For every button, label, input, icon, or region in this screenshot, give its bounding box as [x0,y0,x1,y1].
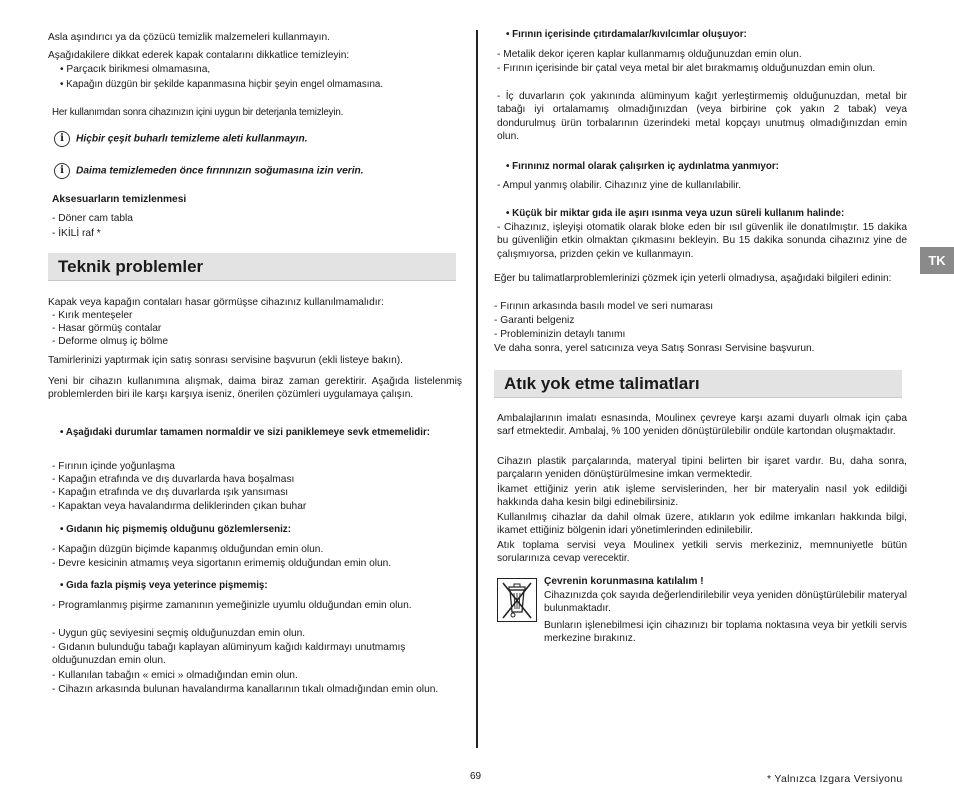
list-item: - Garanti belgeniz [494,315,575,326]
list-item: - Probleminizin detaylı tanımı [494,329,626,340]
section-heading: Atık yok etme talimatları [494,370,902,398]
section-subtitle: • Fırının içerisinde çıtırdamalar/kıvılcımlar oluşuyor: [506,29,747,40]
paragraph: Yeni bir cihazın kullanımına alışmak, daima biraz zaman gerektirir. Aşağıda listelenmiş problemlerden biri ile karşı karşıya iseniz, önerilen çözümleri uygulamaya çalışın. [48,376,462,401]
paragraph: İkamet ettiğiniz yerin atık işleme servislerinden, her bir materyalin nasıl yok edildiği hakkında daha kesin bilgi edinebilirsiniz. [497,484,907,509]
list-item: - Programlanmış pişirme zamanının yemeğinizle uyumlu olduğundan emin olun. [52,600,412,611]
info-icon: i [54,163,70,179]
list-item: - Döner cam tabla [52,213,133,224]
section-subtitle: • Aşağıdaki durumlar tamamen normaldir ve sizi paniklemeye sevk etmemelidir: [60,427,431,438]
safety-note: i Hiçbir çeşit buharlı temizleme aleti kullanmayın. [54,131,464,147]
paragraph: Her kullanımdan sonra cihazınızın içini uygun bir deterjanla temizleyin. [52,107,344,118]
section-subtitle: Aksesuarların temizlenmesi [52,194,187,205]
list-item: - Kapaktan veya havalandırma deliklerinden çıkan buhar [52,501,307,512]
section-subtitle: • Gıda fazla pişmiş veya yeterince pişmemiş: [60,580,268,591]
list-item: - Ampul yanmış olabilir. Cihazınız yine de kullanılabilir. [497,180,742,191]
language-tab: TK [920,247,954,274]
list-item: - Kullanılan tabağın « emici » olmadığından emin olun. [52,670,298,681]
paragraph: Atık toplama servisi veya Moulinex yetkili servis merkeziniz, memnuniyetle bütün sorularınıza cevap verecektir. [497,540,907,565]
list-item: - Cihazın arkasında bulunan havalandırma kanallarının tıkalı olmadığından emin olun. [52,684,439,695]
info-icon: i [54,131,70,147]
section-subtitle: Çevrenin korunmasına katılalım ! [544,576,704,587]
list-item: - Fırının içerisinde bir çatal veya metal bir alet bırakmamış olduğunuzdan emin olun. [497,63,876,74]
section-subtitle: • Küçük bir miktar gıda ile aşırı ısınma veya uzun süreli kullanım halinde: [506,208,845,219]
paragraph: Kapak veya kapağın contaları hasar görmüşse cihazınız kullanılmamalıdır: [48,297,384,308]
list-item: - Kırık menteşeler [52,310,133,321]
list-item: - Kapağın etrafında ve dış duvarlarda ışık yansıması [52,487,289,498]
section-heading: Teknik problemler [48,253,456,281]
list-item: - Uygun güç seviyesini seçmiş olduğunuzdan emin olun. [52,628,306,639]
list-item: - Devre kesicinin atmamış veya sigortanın erimemiş olduğundan emin olun. [52,558,392,569]
paragraph: Bunların işlenebilmesi için cihazınızı bir toplama noktasına veya bir yetkili servis merkezine bırakınız. [544,620,907,645]
paragraph: Eğer bu talimatlarproblemlerinizi çözmek için yeterli olmadıysa, aşağıdaki bilgileri edinin: [494,273,892,284]
list-item: - Cihazınız, işleyişi otomatik olarak bloke eden bir ısıl güvenlik ile donatılmıştır. 15 dakika bu güvenliğin etkin olmaktan çıkmasını bekleyin. Bu 15 dakika sonunda cihazınız yine de çalışmıyorsa, prizden çekin ve kullanmayın. [497,222,907,260]
list-item: - Fırının arkasında basılı model ve seri numarası [494,301,714,312]
list-item: - Deforme olmuş iç bölme [52,336,169,347]
paragraph: Cihazınızda çok sayıda değerlendirilebilir veya yeniden dönüştürülebilir materyal bulunmaktadır. [544,590,907,615]
list-item: - Hasar görmüş contalar [52,323,162,334]
safety-note: i Daima temizlemeden önce fırınınızın soğumasına izin verin. [54,163,464,179]
column-divider [476,30,478,748]
paragraph: Cihazın plastik parçalarında, materyal tipini belirten bir işaret vardır. Bu, daha sonra, parçaların yeniden dönüştürülmesine imkan vermektedir. [497,456,907,481]
section-subtitle: • Fırınınız normal olarak çalışırken iç aydınlatma yanmıyor: [506,161,779,172]
paragraph: Aşağıdakilere dikkat ederek kapak contalarını dikkatlice temizleyin: [48,50,350,61]
list-item: - Kapağın düzgün biçimde kapanmış olduğundan emin olun. [52,544,324,555]
list-item: - İç duvarların çok yakınında alüminyum kağıt yerleştirmemiş olduğunuzdan, metal bir tabağı iyi ortalamamış olmadığınızdan (veya birbirine çok yakın 2 tabak) veya dondurulmuş ürün torbalarının üzerindeki metal kopçayı unutmuş olmadığınızdan emin olun. [497,91,907,143]
list-item: - Kapağın etrafında ve dış duvarlarda hava boşalması [52,474,295,485]
list-item: - Metalik dekor içeren kaplar kullanmamış olduğunuzdan emin olun. [497,49,802,60]
list-item: - Fırının içinde yoğunlaşma [52,461,175,472]
paragraph: Ambalajlarının imalatı esnasında, Moulinex çevreye karşı azami duyarlı olmak için çaba sarf etmektedir. Ambalaj, % 100 yeniden dönüştürülebilir ondüle kartondan oluşmaktadır. [497,413,907,438]
list-item: - İKİLİ raf * [52,228,101,239]
paragraph: Kullanılmış cihazlar da dahil olmak üzere, atıkların yok edilme imkanları hakkında bilgi, ikamet ettiğiniz bölgenin idari yönetimlerinden edinilebilir. [497,512,907,537]
section-subtitle: • Gıdanın hiç pişmemiş olduğunu gözlemlerseniz: [60,524,291,535]
list-item: • Kapağın düzgün bir şekilde kapanmasına hiçbir şeyin engel olmamasına. [60,79,384,90]
list-item: - Gıdanın bulunduğu tabağı kaplayan alüminyum kağıdı kaldırmayı unutmamış olduğunuzdan emin olun. [52,642,406,667]
footnote: * Yalnızca Izgara Versiyonu [767,773,903,785]
paragraph: Asla aşındırıcı ya da çözücü temizlik malzemeleri kullanmayın. [48,32,330,43]
page-number: 69 [470,771,482,782]
crossed-bin-icon [497,578,537,622]
paragraph: Ve daha sonra, yerel satıcınıza veya Satış Sonrası Servisine başvurun. [494,343,815,354]
list-item: • Parçacık birikmesi olmamasına, [60,64,211,75]
paragraph: Tamirlerinizi yaptırmak için satış sonrası servisine başvurun (ekli listeye bakın). [48,355,403,366]
